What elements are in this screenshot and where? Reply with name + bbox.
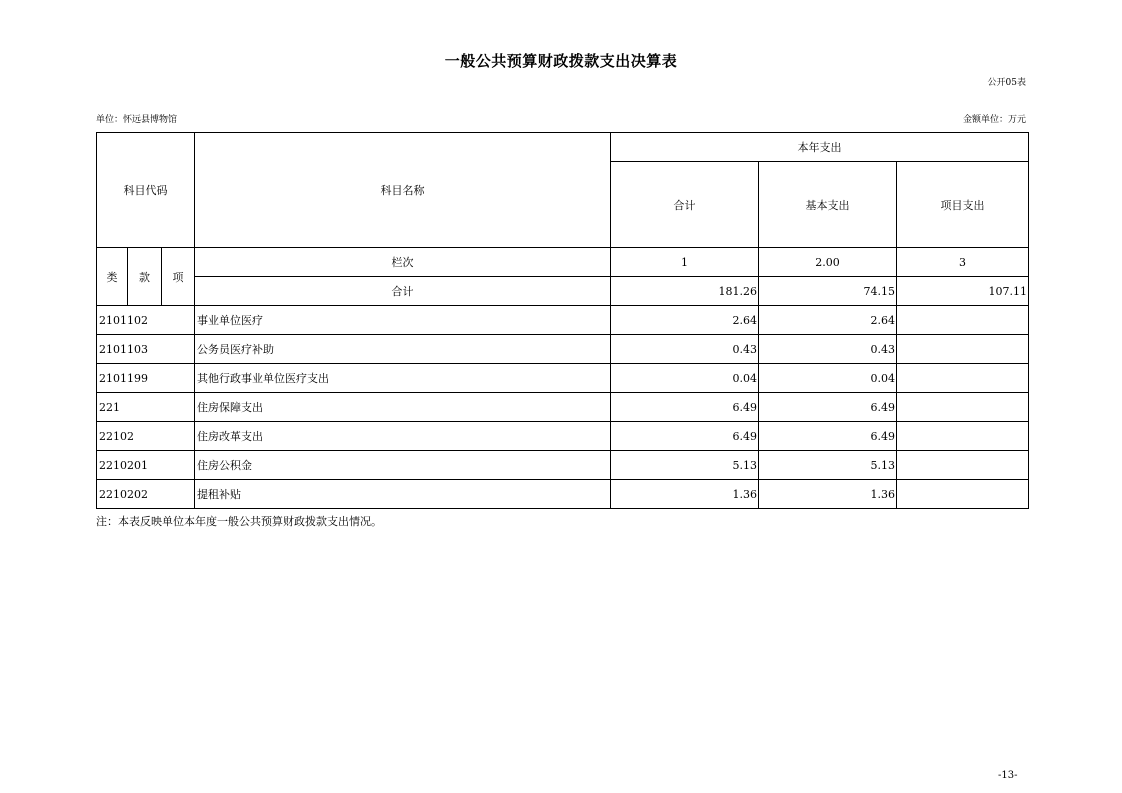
row-name: 住房公积金 — [195, 451, 611, 480]
header-subject-name: 科目名称 — [195, 133, 611, 248]
header-xiang: 项 — [162, 248, 195, 306]
row-basic: 2.64 — [759, 306, 897, 335]
row-project — [897, 306, 1029, 335]
column-number-1: 1 — [611, 248, 759, 277]
column-number-3: 3 — [897, 248, 1029, 277]
header-kuan: 款 — [128, 248, 162, 306]
totals-project: 107.11 — [897, 277, 1029, 306]
row-code: 2210202 — [97, 480, 195, 509]
table-row — [97, 451, 1029, 480]
row-project — [897, 451, 1029, 480]
row-name: 公务员医疗补助 — [195, 335, 611, 364]
header-project: 项目支出 — [897, 162, 1029, 248]
row-code: 2210201 — [97, 451, 195, 480]
row-name: 住房改革支出 — [195, 422, 611, 451]
table-row — [97, 480, 1029, 509]
row-basic: 1.36 — [759, 480, 897, 509]
row-name: 住房保障支出 — [195, 393, 611, 422]
row-project — [897, 364, 1029, 393]
expenditure-table — [96, 132, 1029, 509]
row-code: 2101199 — [97, 364, 195, 393]
row-code: 221 — [97, 393, 195, 422]
row-project — [897, 422, 1029, 451]
header-total: 合计 — [611, 162, 759, 248]
table-note: 注：本表反映单位本年度一般公共预算财政拨款支出情况。 — [96, 515, 382, 528]
totals-basic: 74.15 — [759, 277, 897, 306]
row-name: 提租补贴 — [195, 480, 611, 509]
row-code: 2101103 — [97, 335, 195, 364]
row-total: 6.49 — [611, 422, 759, 451]
row-total: 5.13 — [611, 451, 759, 480]
table-row — [97, 306, 1029, 335]
column-number-2: 2.00 — [759, 248, 897, 277]
row-total: 6.49 — [611, 393, 759, 422]
form-code: 公开05表 — [987, 78, 1026, 88]
row-basic: 0.43 — [759, 335, 897, 364]
row-total: 1.36 — [611, 480, 759, 509]
row-project — [897, 393, 1029, 422]
row-total: 0.43 — [611, 335, 759, 364]
header-basic: 基本支出 — [759, 162, 897, 248]
column-number-label: 栏次 — [195, 248, 611, 277]
amount-unit-label: 金额单位：万元 — [962, 115, 1026, 125]
table-row — [97, 364, 1029, 393]
totals-total: 181.26 — [611, 277, 759, 306]
header-current-year: 本年支出 — [611, 133, 1029, 162]
table-row — [97, 335, 1029, 364]
row-name: 事业单位医疗 — [195, 306, 611, 335]
unit-label: 单位：怀远县博物馆 — [96, 115, 178, 125]
row-basic: 6.49 — [759, 393, 897, 422]
row-basic: 5.13 — [759, 451, 897, 480]
row-code: 2101102 — [97, 306, 195, 335]
page-number: -13- — [998, 770, 1018, 781]
header-subject-code: 科目代码 — [97, 133, 195, 248]
table-row — [97, 422, 1029, 451]
row-name: 其他行政事业单位医疗支出 — [195, 364, 611, 393]
row-total: 2.64 — [611, 306, 759, 335]
page-title: 一般公共预算财政拨款支出决算表 — [444, 52, 678, 70]
header-lei: 类 — [97, 248, 128, 306]
row-code: 22102 — [97, 422, 195, 451]
row-total: 0.04 — [611, 364, 759, 393]
row-project — [897, 335, 1029, 364]
totals-label: 合计 — [195, 277, 611, 306]
row-project — [897, 480, 1029, 509]
row-basic: 0.04 — [759, 364, 897, 393]
row-basic: 6.49 — [759, 422, 897, 451]
table-row — [97, 393, 1029, 422]
